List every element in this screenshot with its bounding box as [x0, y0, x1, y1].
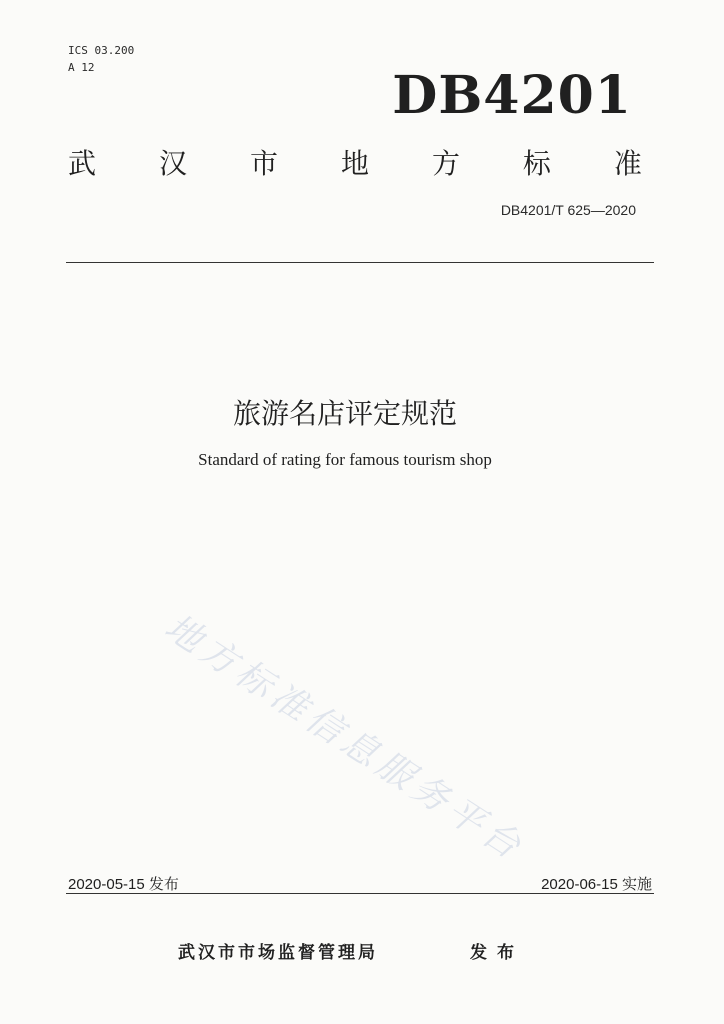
- standard-type-char: 汉: [158, 147, 187, 180]
- standard-type-char: 地: [340, 147, 369, 180]
- bottom-divider: [66, 893, 654, 894]
- issuer-action: 发布: [470, 943, 524, 963]
- ccs-code: A 12: [68, 61, 95, 74]
- top-divider: [66, 262, 654, 263]
- watermark: 地方标准信息服务平台: [157, 606, 532, 870]
- standard-type-char: 方: [431, 147, 460, 180]
- document-title-cn: 旅游名店评定规范: [232, 397, 457, 430]
- ics-code: ICS 03.200: [68, 44, 135, 57]
- standard-type-char: 武: [68, 147, 97, 180]
- standard-type-title: [68, 146, 642, 182]
- issue-date: 2020-05-15 发布: [68, 876, 179, 893]
- standard-number: DB4201/T 625—2020: [500, 202, 636, 218]
- document-title-en: Standard of rating for famous tourism shop: [198, 450, 492, 469]
- standard-type-char: 准: [613, 147, 642, 180]
- standard-type-char: 市: [249, 147, 278, 180]
- issuer-name: 武汉市市场监督管理局: [178, 943, 378, 963]
- classification-codes: [68, 42, 134, 76]
- implement-date: 2020-06-15 实施: [541, 876, 652, 893]
- standard-type-char: 标: [522, 147, 551, 180]
- db-logo: DB4201: [392, 65, 632, 126]
